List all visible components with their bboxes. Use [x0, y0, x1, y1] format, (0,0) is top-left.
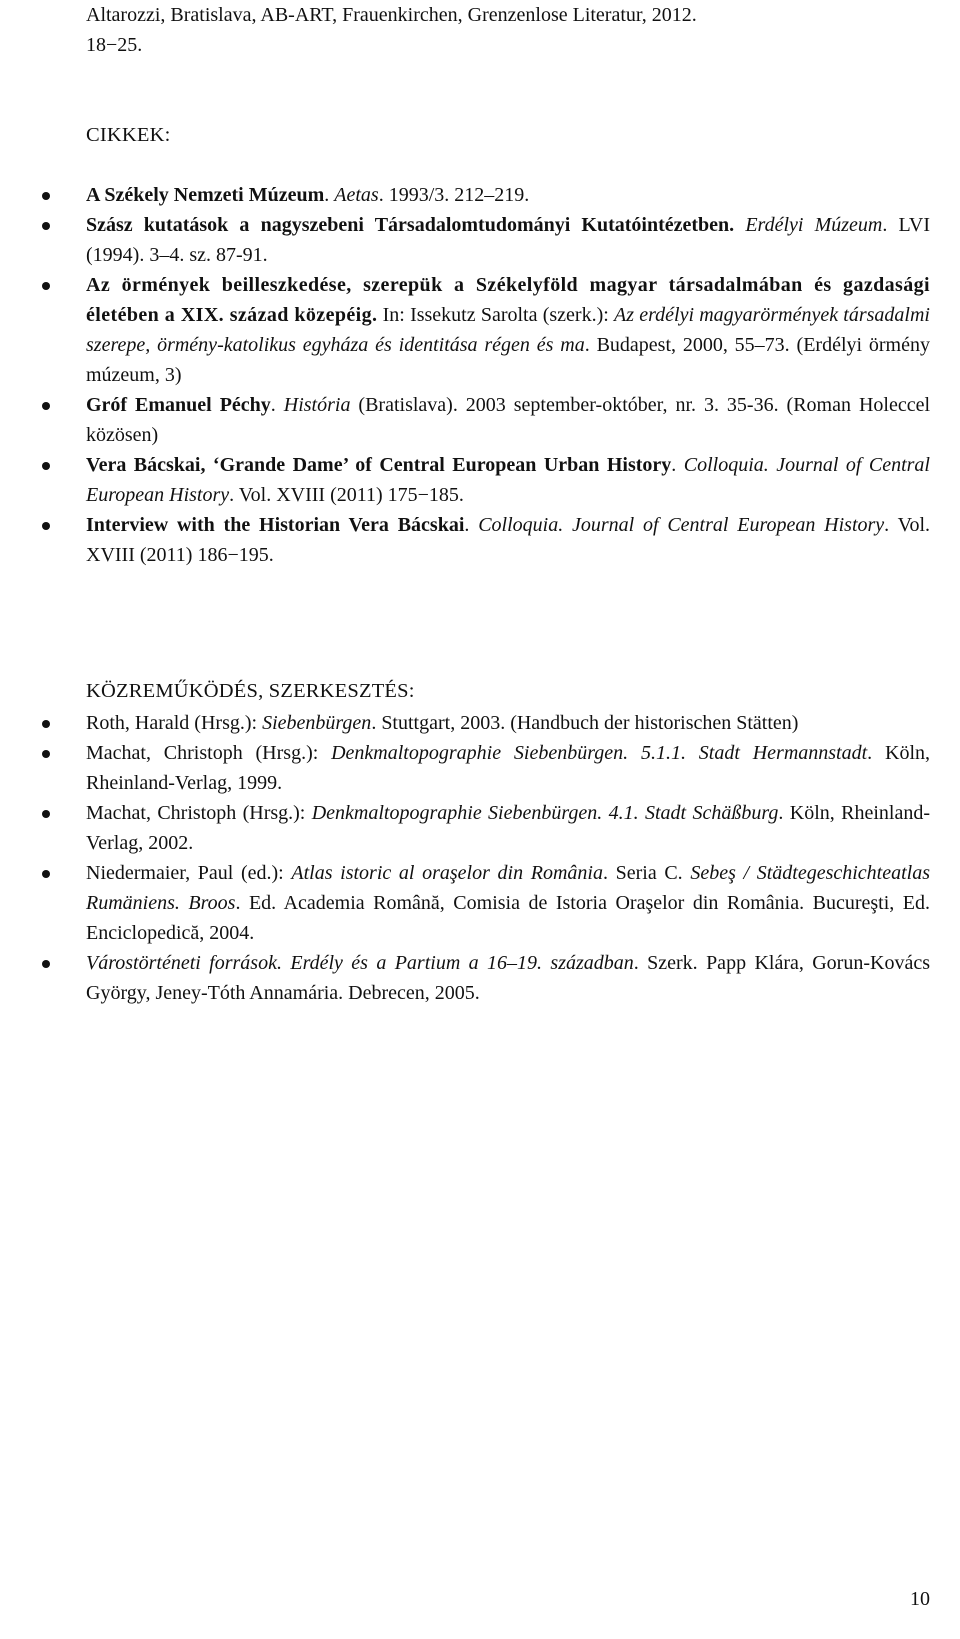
editorial-item — [86, 708, 930, 738]
editorial-item — [86, 948, 930, 1008]
journal-title: Colloquia. Journal of Central European History — [86, 454, 930, 506]
text-segment: . — [270, 394, 284, 416]
editor-name: Roth, Harald (Hrsg.): — [86, 712, 263, 734]
journal-title: Colloquia. Journal of Central European History — [478, 514, 885, 536]
bullet-icon — [42, 870, 50, 878]
article-title: Az örmények beilleszkedése, szerepük a Székelyföld magyar társadalmában és gazdasági életében a XIX. század közepéig. — [86, 274, 930, 326]
bullet-icon — [42, 522, 50, 530]
articles-list — [86, 180, 930, 570]
book-title: Várostörténeti források. Erdély és a Partium a 16–19. században — [86, 952, 634, 974]
bullet-icon — [42, 720, 50, 728]
book-title: Siebenbürgen — [262, 712, 372, 734]
text-segment: . — [324, 184, 335, 206]
journal-title: Aetas — [334, 184, 379, 206]
editor-name: Niedermaier, Paul (ed.): — [86, 862, 292, 884]
journal-title: História — [283, 394, 351, 416]
article-item — [86, 270, 930, 390]
intro-paragraph — [86, 0, 930, 60]
citation-details: . Seria C. — [602, 862, 691, 884]
editorial-item — [86, 858, 930, 948]
editorial-item — [86, 738, 930, 798]
article-item — [86, 450, 930, 510]
page-number: 10 — [910, 1588, 930, 1610]
book-title: Az erdélyi magyarörmények társadalmi szerepe, örmény-katolikus egyháza és identitása régen és ma — [86, 304, 930, 356]
citation-details: . Szerk. Papp Klára, Gorun-Kovács György, Jeney-Tóth Annamária. Debrecen, 2005. — [86, 952, 930, 1004]
editorial-item — [86, 798, 930, 858]
citation-details: . Köln, Rheinland-Verlag, 1999. — [86, 742, 930, 794]
article-title: Gróf Emanuel Péchy — [86, 394, 271, 416]
bullet-icon — [42, 222, 50, 230]
book-title: Denkmaltopographie Siebenbürgen. 5.1.1. Stadt Hermannstadt — [331, 742, 868, 764]
citation-details: . 1993/3. 212–219. — [378, 184, 530, 206]
article-item — [86, 390, 930, 450]
bullet-icon — [42, 282, 50, 290]
articles-heading: CIKKEK: — [86, 124, 171, 146]
citation-details: (Bratislava). 2003 september-október, nr. 3. 35-36. (Roman Holeccel közösen) — [86, 394, 931, 446]
article-title: Interview with the Historian Vera Bácskai — [86, 514, 465, 536]
journal-title: Erdélyi Múzeum — [745, 214, 883, 236]
bullet-icon — [42, 810, 50, 818]
article-item — [86, 180, 930, 210]
intro-line-2: 18−25. — [86, 34, 143, 56]
citation-details: . Budapest, 2000, 55–73. (Erdélyi örmény múzeum, 3) — [86, 334, 930, 386]
article-item — [86, 210, 930, 270]
citation-details: . Vol. XVIII (2011) 175−185. — [229, 484, 464, 506]
book-title: Sebeş / Städtegeschichteatlas Rumäniens. Broos — [86, 862, 931, 914]
book-title: Denkmaltopographie Siebenbürgen. 4.1. Stadt Schäßburg — [311, 802, 779, 824]
citation-details: . Stuttgart, 2003. (Handbuch der historischen Stätten) — [371, 712, 799, 734]
bullet-icon — [42, 750, 50, 758]
text-segment — [734, 214, 745, 236]
bullet-icon — [42, 402, 50, 410]
editorial-list — [86, 708, 930, 1008]
citation-details: . Köln, Rheinland-Verlag, 2002. — [86, 802, 930, 854]
book-title: Atlas istoric al oraşelor din România — [291, 862, 603, 884]
text-segment: . — [464, 514, 479, 536]
text-segment: . — [671, 454, 684, 476]
editorial-heading: KÖZREMŰKÖDÉS, SZERKESZTÉS: — [86, 680, 415, 702]
bullet-icon — [42, 192, 50, 200]
editor-name: Machat, Christoph (Hrsg.): — [86, 802, 312, 824]
citation-details: . LVI (1994). 3–4. sz. 87-91. — [86, 214, 931, 266]
citation-details: . Ed. Academia Română, Comisia de Istoria Oraşelor din România. Bucureşti, Ed. Enciclopedică, 2004. — [86, 892, 930, 944]
article-title: Szász kutatások a nagyszebeni Társadalomtudományi Kutatóintézetben. — [86, 214, 735, 236]
article-item — [86, 510, 930, 570]
editor-name: Machat, Christoph (Hrsg.): — [86, 742, 332, 764]
bullet-icon — [42, 462, 50, 470]
article-title: Vera Bácskai, ‘Grande Dame’ of Central European Urban History — [86, 454, 672, 476]
citation-details: In: Issekutz Sarolta (szerk.): — [377, 304, 615, 326]
citation-details: . Vol. XVIII (2011) 186−195. — [86, 514, 931, 566]
article-title: A Székely Nemzeti Múzeum — [86, 184, 325, 206]
intro-line-1: Altarozzi, Bratislava, AB-ART, Frauenkirchen, Grenzenlose Literatur, 2012. — [86, 4, 697, 26]
bullet-icon — [42, 960, 50, 968]
